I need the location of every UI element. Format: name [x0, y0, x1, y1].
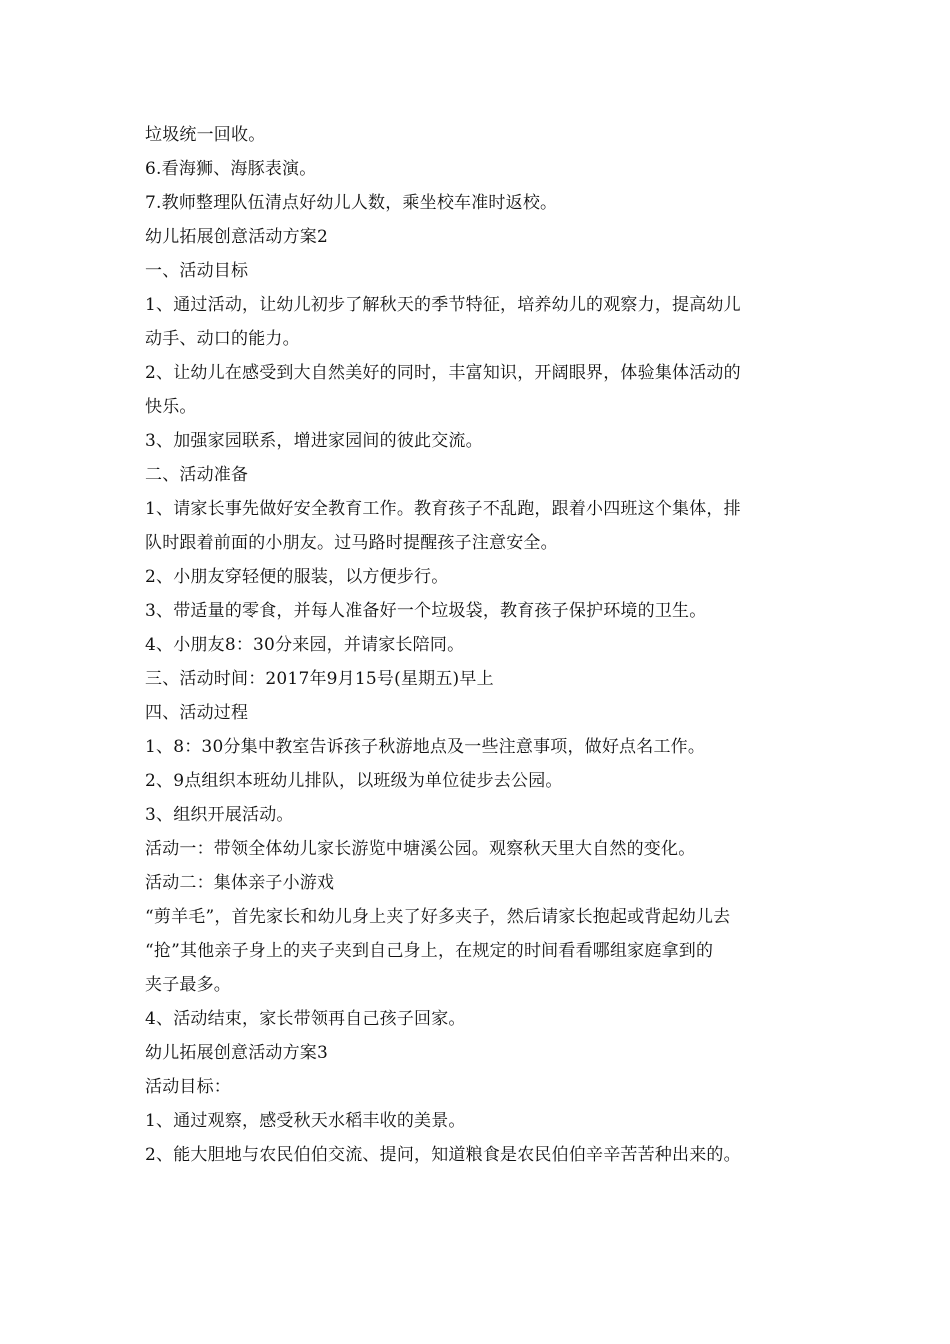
text-line: 6.看海狮、海豚表演。 [145, 159, 317, 179]
subsection-heading: 四、活动过程 [145, 703, 249, 723]
section-heading: 幼儿拓展创意活动方案3 [145, 1043, 329, 1063]
text-line: 活动一：带领全体幼儿家长游览中塘溪公园。观察秋天里大自然的变化。 [145, 839, 696, 859]
text-line: 夹子最多。 [145, 975, 231, 995]
text-line: 4、小朋友8：30分来园，并请家长陪同。 [145, 635, 465, 655]
text-line: 垃圾统一回收。 [145, 125, 266, 145]
text-line: 3、加强家园联系，增进家园间的彼此交流。 [145, 431, 483, 451]
subsection-heading: 二、活动准备 [145, 465, 249, 485]
text-line: 动手、动口的能力。 [145, 329, 300, 349]
text-line: “剪羊毛”，首先家长和幼儿身上夹了好多夹子，然后请家长抱起或背起幼儿去 [145, 907, 731, 927]
text-line: 2、小朋友穿轻便的服装，以方便步行。 [145, 567, 449, 587]
document-body [145, 118, 825, 1172]
text-line: 1、请家长事先做好安全教育工作。教育孩子不乱跑，跟着小四班这个集体，排 [145, 499, 741, 519]
text-line: “抢”其他亲子身上的夹子夹到自己身上，在规定的时间看看哪组家庭拿到的 [145, 941, 714, 961]
subsection-heading: 活动目标： [145, 1077, 231, 1097]
text-line: 3、带适量的零食，并每人准备好一个垃圾袋，教育孩子保护环境的卫生。 [145, 601, 707, 621]
text-line: 1、通过观察，感受秋天水稻丰收的美景。 [145, 1111, 466, 1131]
text-line: 快乐。 [145, 397, 197, 417]
text-line: 7.教师整理队伍清点好幼儿人数，乘坐校车准时返校。 [145, 193, 558, 213]
text-line: 1、通过活动，让幼儿初步了解秋天的季节特征，培养幼儿的观察力，提高幼儿 [145, 295, 741, 315]
text-line: 2、能大胆地与农民伯伯交流、提问，知道粮食是农民伯伯辛辛苦苦种出来的。 [145, 1145, 741, 1165]
section-heading: 幼儿拓展创意活动方案2 [145, 227, 329, 247]
subsection-heading: 一、活动目标 [145, 261, 249, 281]
text-line: 2、让幼儿在感受到大自然美好的同时，丰富知识，开阔眼界，体验集体活动的 [145, 363, 741, 383]
text-line: 1、8：30分集中教室告诉孩子秋游地点及一些注意事项，做好点名工作。 [145, 737, 706, 757]
text-line: 4、活动结束，家长带领再自己孩子回家。 [145, 1009, 466, 1029]
text-line: 2、9点组织本班幼儿排队，以班级为单位徒步去公园。 [145, 771, 563, 791]
text-line: 3、组织开展活动。 [145, 805, 294, 825]
subsection-heading: 三、活动时间：2017年9月15号(星期五)早上 [145, 669, 494, 689]
text-line: 活动二：集体亲子小游戏 [145, 873, 335, 893]
text-line: 队时跟着前面的小朋友。过马路时提醒孩子注意安全。 [145, 533, 558, 553]
